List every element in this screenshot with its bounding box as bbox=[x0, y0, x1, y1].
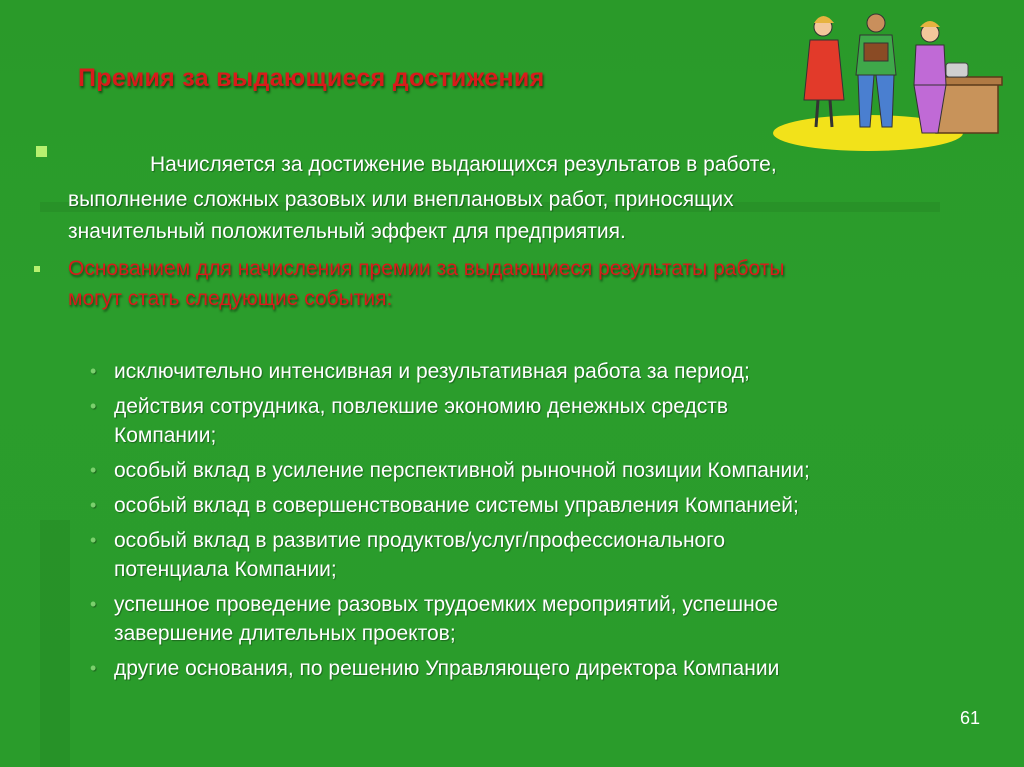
list-item-text: особый вклад в усиление перспективной рыночной позиции Компании; bbox=[114, 459, 810, 482]
bullet-dot-icon: • bbox=[90, 361, 97, 381]
list-item-text: исключительно интенсивная и результативная работа за период; bbox=[114, 360, 750, 383]
list-item bbox=[90, 357, 990, 386]
paragraph-2-line-2: могут стать следующие события: bbox=[68, 287, 393, 310]
list-item bbox=[90, 654, 990, 683]
paragraph-2-line-1: Основанием для начисления премии за выдающиеся результаты работы bbox=[68, 257, 785, 280]
list-item-text: другие основания, по решению Управляющего директора Компании bbox=[114, 657, 780, 680]
bullet-dot-icon: • bbox=[90, 594, 97, 614]
list-item bbox=[90, 392, 990, 450]
list-item-text: Компании; bbox=[114, 424, 217, 447]
paragraph-1-line-3: значительный положительный эффект для предприятия. bbox=[68, 220, 626, 243]
bullet-dot-icon: • bbox=[90, 658, 97, 678]
bullet-dot-icon: • bbox=[90, 396, 97, 416]
list-item-text: успешное проведение разовых трудоемких мероприятий, успешное bbox=[114, 593, 779, 616]
list-item-text: завершение длительных проектов; bbox=[114, 622, 456, 645]
bullet-square-icon bbox=[34, 266, 40, 272]
bullet-dot-icon: • bbox=[90, 530, 97, 550]
page-number: 61 bbox=[960, 708, 981, 728]
list-item-text: потенциала Компании; bbox=[114, 558, 337, 581]
paragraph-1-line-1: Начисляется за достижение выдающихся результатов в работе, bbox=[150, 153, 777, 176]
list-item bbox=[90, 456, 990, 485]
events-list bbox=[90, 357, 990, 689]
bullet-dot-icon: • bbox=[90, 460, 97, 480]
people-clipart-icon bbox=[768, 5, 1008, 155]
bg-decoration bbox=[40, 520, 70, 767]
list-item-text: действия сотрудника, повлекшие экономию денежных средств bbox=[114, 395, 729, 418]
list-item-text: особый вклад в совершенствование системы управления Компанией; bbox=[114, 494, 799, 517]
slide-title: Премия за выдающиеся достижения bbox=[78, 64, 545, 92]
paragraph-1-line-2: выполнение сложных разовых или внеплановых работ, приносящих bbox=[68, 188, 734, 211]
bullet-dot-icon: • bbox=[90, 495, 97, 515]
list-item-text: особый вклад в развитие продуктов/услуг/профессионального bbox=[114, 529, 726, 552]
bullet-square-icon bbox=[36, 146, 47, 157]
list-item bbox=[90, 590, 990, 648]
list-item bbox=[90, 491, 990, 520]
list-item bbox=[90, 526, 990, 584]
